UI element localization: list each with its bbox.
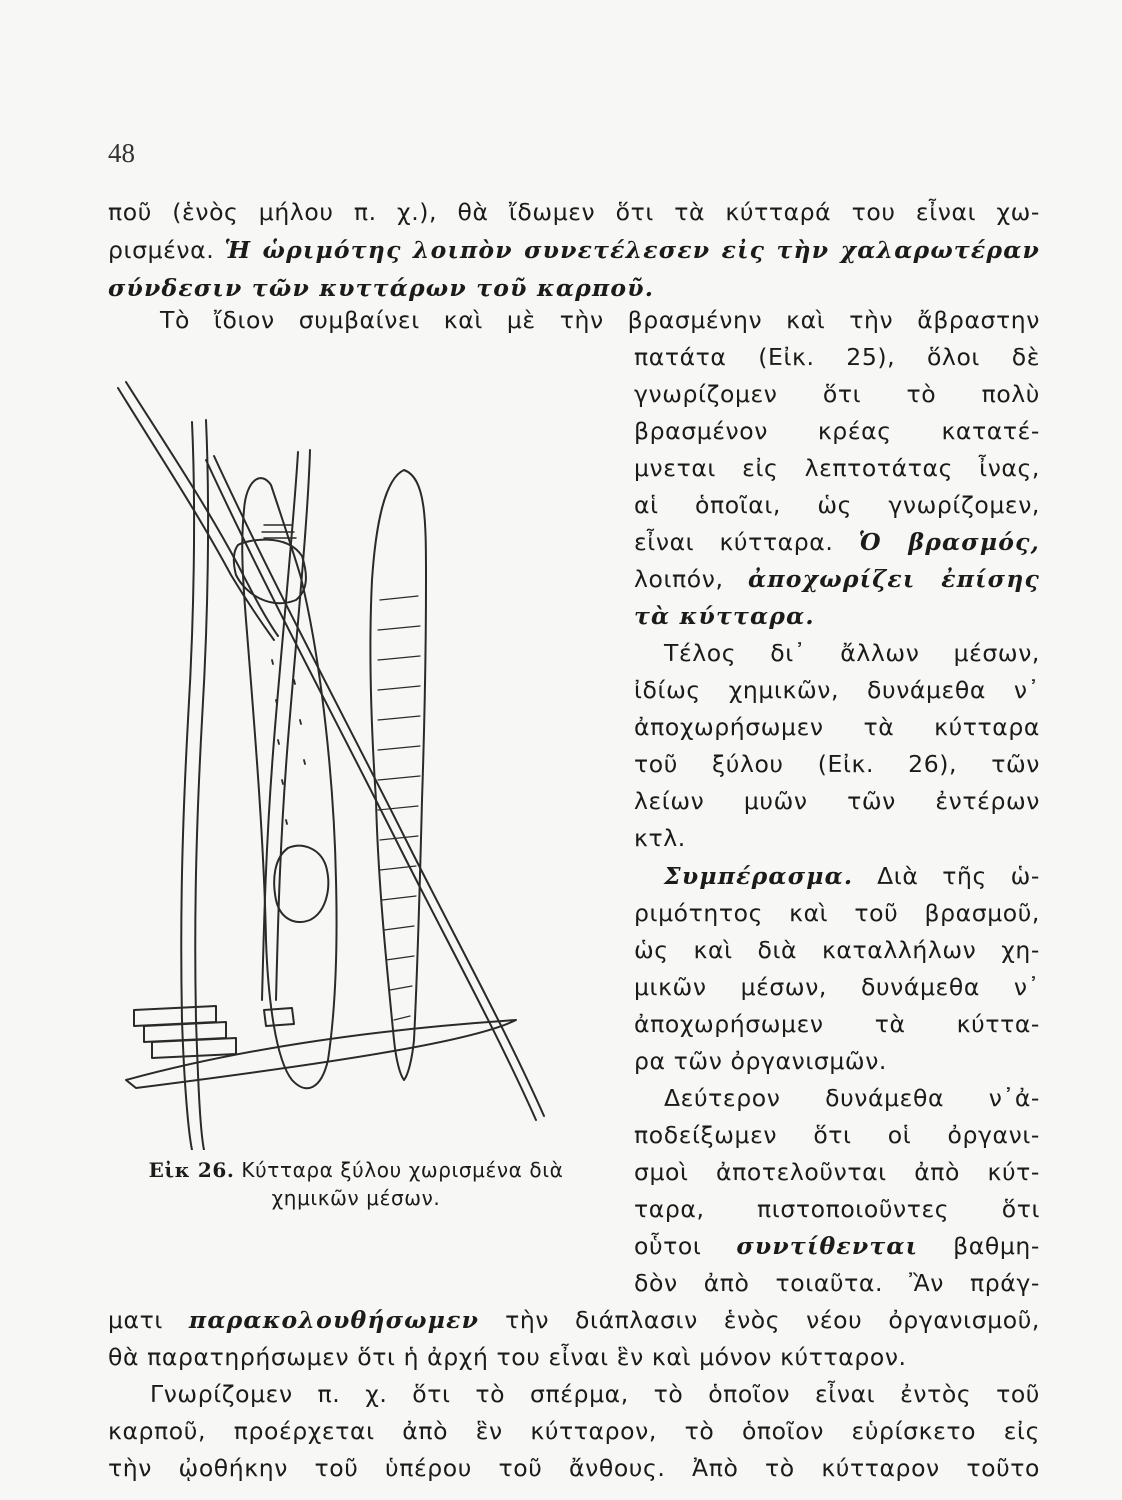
column-line: γνωρίζομεν ὅτι τὸ πολὺ	[634, 380, 1040, 408]
emphasis-text: συντίθενται	[736, 1232, 919, 1260]
emphasis-text: Ἡ ὡριμότης λοιπὸν συνετέλεσεν εἰς τὴν χαλαρωτέραν	[224, 236, 1041, 264]
text-run: ματι	[108, 1306, 189, 1334]
column-line: λείων μυῶν τῶν ἐντέρων	[634, 787, 1040, 815]
text-run: λοιπόν,	[634, 565, 749, 593]
column-line	[634, 528, 1040, 556]
column-line: δὸν ἀπὸ τοιαῦτα. Ἂν πράγ-	[634, 1269, 1040, 1297]
figure-label: Εἰκ 26.	[148, 1158, 235, 1182]
column-line: ποδείξωμεν ὅτι οἱ ὀργανι-	[634, 1121, 1040, 1149]
column-line: βρασμένον κρέας κατατέ-	[634, 417, 1040, 445]
column-line: ρα τῶν ὀργανισμῶν.	[634, 1047, 887, 1075]
paragraph-start-line: Τὸ ἴδιον συμβαίνει καὶ μὲ τὴν βρασμένην καὶ τὴν ἄβραστην	[160, 306, 1040, 334]
emphasis-text: παρακολουθήσωμεν	[188, 1306, 480, 1334]
figure-caption	[96, 1156, 616, 1212]
text-run: τὴν διάπλασιν ἑνὸς νέου ὀργανισμοῦ,	[479, 1306, 1040, 1334]
column-line: Τέλος δι᾿ ἄλλων μέσων,	[664, 639, 1040, 667]
text-line	[108, 274, 1040, 302]
column-line: Δεύτερον δυνάμεθα ν᾿ἀ-	[664, 1084, 1040, 1112]
text-line: ποῦ (ἑνὸς μήλου π. χ.), θὰ ἴδωμεν ὅτι τὰ κύτταρά του εἶναι χω-	[108, 198, 1040, 226]
column-line: ἀποχωρήσωμεν τὰ κύττα-	[634, 1010, 1040, 1038]
text-run: εἶναι κύτταρα.	[634, 528, 859, 556]
emphasis-text: ἀποχωρίζει ἐπίσης	[748, 565, 1040, 593]
text-line: τὴν ᾠοθήκην τοῦ ὑπέρου τοῦ ἄνθους. Ἀπὸ τὸ κύτταρον τοῦτο	[108, 1454, 1040, 1482]
column-line: τοῦ ξύλου (Εἰκ. 26), τῶν	[634, 750, 1040, 778]
text-line: καρποῦ, προέρχεται ἀπὸ ἓν κύτταρον, τὸ ὁποῖον εὑρίσκετο εἰς	[108, 1417, 1040, 1445]
column-line: μνεται εἰς λεπτοτάτας ἶνας,	[634, 454, 1040, 482]
column-line: ὡς καὶ διὰ καταλλήλων χη-	[634, 936, 1040, 964]
text-run: οὗτοι	[634, 1232, 737, 1260]
column-line	[634, 602, 1040, 630]
column-line: ἀποχωρήσωμεν τὰ κύτταρα	[634, 713, 1040, 741]
text-line: θὰ παρατηρήσωμεν ὅτι ἡ ἀρχή του εἶναι ἓν καὶ μόνον κύτταρον.	[108, 1343, 907, 1371]
emphasis-text: σύνδεσιν τῶν κυττάρων τοῦ καρποῦ.	[108, 274, 655, 302]
text-run: Διὰ τῆς ὡ-	[853, 862, 1040, 890]
text-line	[108, 236, 1040, 264]
column-line: ταρα, πιστοποιοῦντες ὅτι	[634, 1195, 1040, 1223]
column-line	[634, 1232, 1040, 1260]
column-line: πατάτα (Εἰκ. 25), ὅλοι δὲ	[634, 343, 1040, 371]
caption-text: Κύτταρα ξύλου χωρισμένα διὰ	[234, 1158, 564, 1182]
column-line: σμοὶ ἀποτελοῦνται ἀπὸ κύτ-	[634, 1158, 1040, 1186]
emphasis-text: Ὁ βρασμός,	[858, 528, 1040, 556]
figure-wood-cells	[96, 360, 616, 1150]
column-line	[664, 862, 1040, 890]
column-line: μικῶν μέσων, δυνάμεθα ν᾿	[634, 973, 1040, 1001]
text-line	[108, 1306, 1040, 1334]
column-line: αἱ ὁποῖαι, ὡς γνωρίζομεν,	[634, 491, 1040, 519]
column-line: ἰδίως χημικῶν, δυνάμεθα ν᾿	[634, 676, 1040, 704]
emphasis-text: τὰ κύτταρα.	[634, 602, 815, 630]
caption-line	[96, 1156, 616, 1184]
emphasis-text: Συμπέρασμα.	[664, 862, 854, 890]
column-line	[634, 565, 1040, 593]
column-line: ριμότητος καὶ τοῦ βρασμοῦ,	[634, 899, 1040, 927]
column-line: κτλ.	[634, 824, 686, 852]
page-number: 48	[108, 138, 135, 168]
text-run: ρισμένα.	[108, 236, 225, 264]
text-run: βαθμη-	[918, 1232, 1040, 1260]
caption-line: χημικῶν μέσων.	[271, 1186, 441, 1210]
paragraph-start-line: Γνωρίζομεν π. χ. ὅτι τὸ σπέρμα, τὸ ὁποῖον εἶναι ἐντὸς τοῦ	[150, 1380, 1040, 1408]
